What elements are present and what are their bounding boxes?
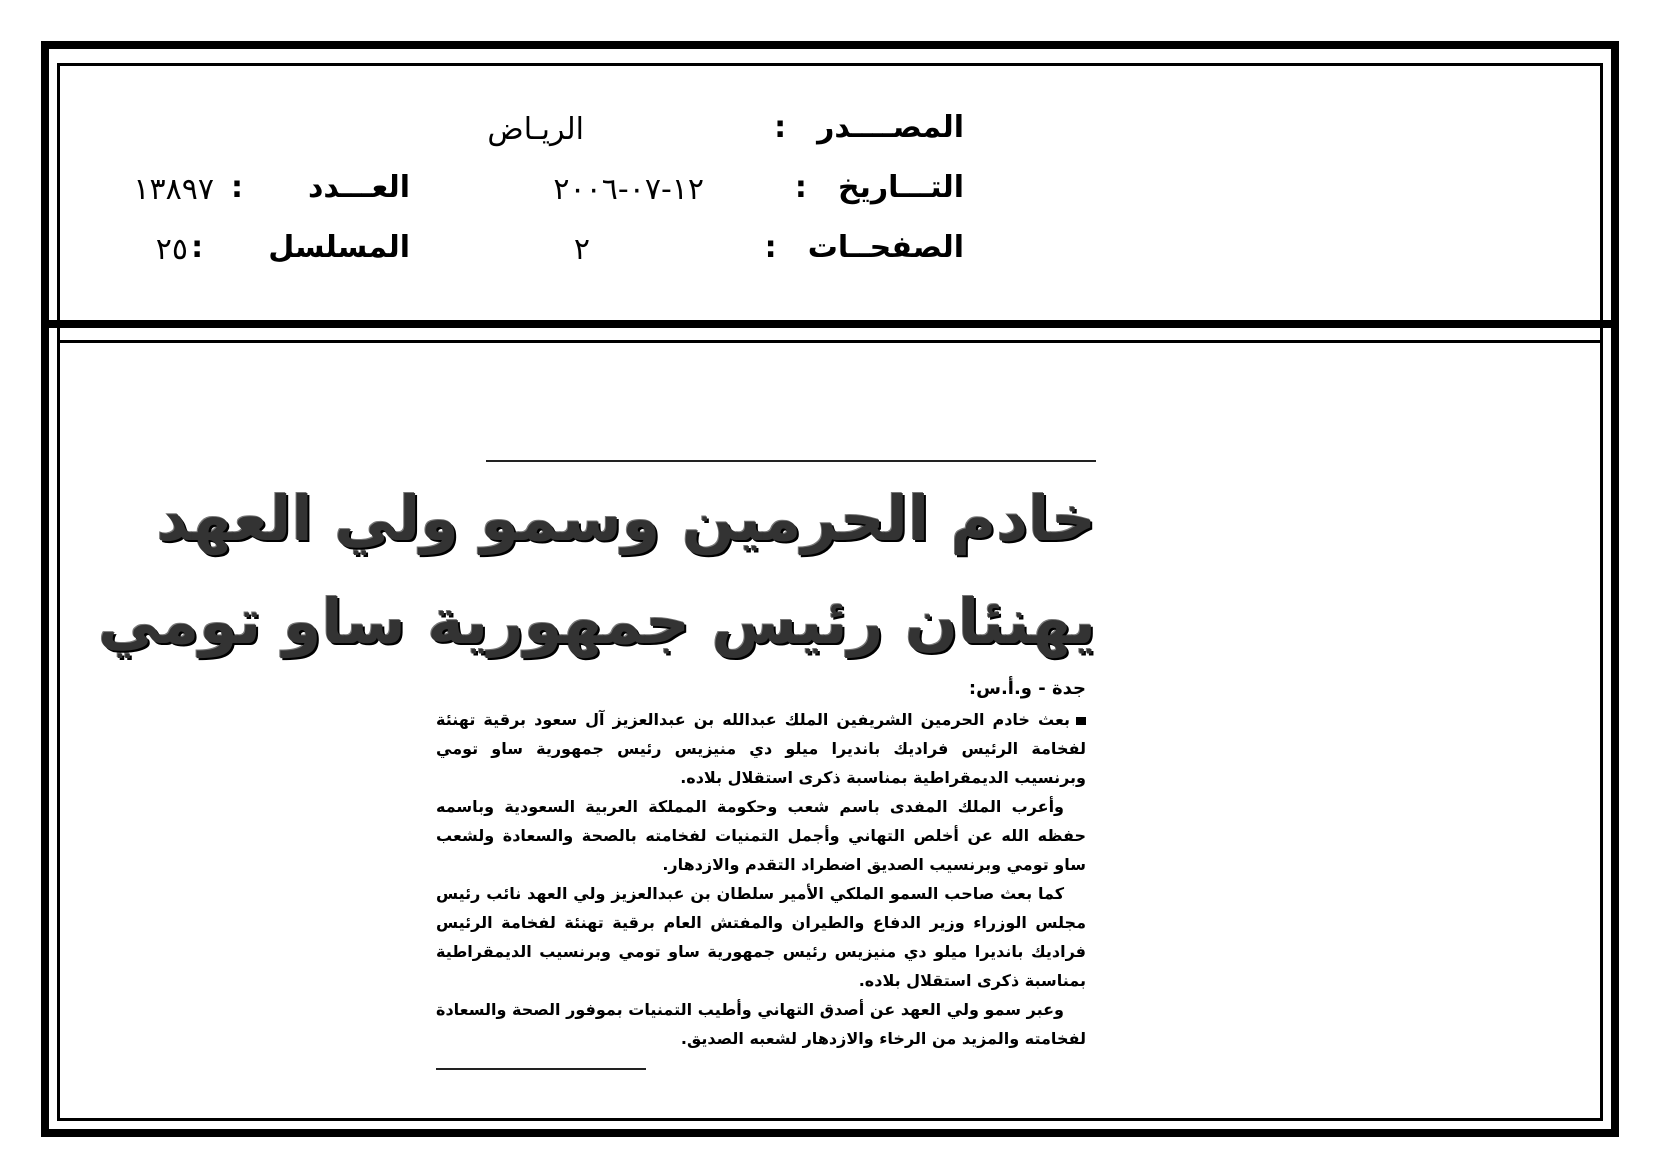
pages-label: الصفحــات — [807, 230, 964, 265]
article-paragraph: كما بعث صاحب السمو الملكي الأمير سلطان بن عبدالعزيز ولي العهد نائب رئيس مجلس الوزراء وزير الدفاع والطيران والمفتش العام برقية تهنئة لفخامة الرئيس فراديك بانديرا ميلو دي منيزيس رئيس جمهورية ساو تومي وبرنسيب الديمقراطية بمناسبة ذكرى استقلال بلاده. — [436, 884, 1086, 990]
serial-value: ٢٥ — [155, 232, 188, 267]
date-field — [795, 170, 964, 205]
clipping-top-rule — [486, 460, 1096, 462]
headline-line2: يهنئان رئيس جمهورية ساو تومي — [98, 585, 1096, 658]
headline-line1: خادم الحرمين وسمو ولي العهد — [156, 482, 1096, 555]
source-value: الريـاض — [487, 112, 584, 147]
source-field — [774, 110, 964, 145]
serial-colon: : — [191, 230, 204, 265]
article-paragraph: وأعرب الملك المفدى باسم شعب وحكومة المملكة العربية السعودية وباسمه حفظه الله عن أخلص التهاني وأجمل التمنيات لفخامته بالصحة والسعادة ولشعب ساو تومي وبرنسيب الصديق اضطراد التقدم والازدهار. — [436, 797, 1086, 874]
bullet-icon — [1076, 717, 1086, 725]
dateline: جدة - و.أ.س: — [968, 678, 1086, 699]
clipping-bottom-rule — [436, 1068, 646, 1070]
article-body — [436, 705, 1086, 1053]
source-label: المصــــدر — [817, 110, 964, 145]
source-colon: : — [774, 110, 787, 145]
date-colon: : — [794, 170, 807, 205]
serial-field — [191, 230, 410, 265]
pages-colon: : — [764, 230, 777, 265]
date-label: التـــاريخ — [838, 170, 964, 205]
header-divider — [41, 320, 1619, 328]
header-divider-thin — [57, 340, 1603, 343]
serial-label: المسلسل — [268, 230, 410, 265]
issue-field — [231, 170, 410, 205]
article-paragraph: بعث خادم الحرمين الشريفين الملك عبدالله بن عبدالعزيز آل سعود برقية تهنئة لفخامة الرئيس فراديك بانديرا ميلو دي منيزيس رئيس جمهورية ساو تومي وبرنسيب الديمقراطية بمناسبة ذكرى استقلال بلاده. — [436, 710, 1086, 787]
article-paragraph: وعبر سمو ولي العهد عن أصدق التهاني وأطيب التمنيات بموفور الصحة والسعادة لفخامته والمزيد من الرخاء والازدهار لشعبه الصديق. — [436, 1000, 1086, 1048]
pages-field — [765, 230, 964, 265]
date-value: ١٢-٠٧-٢٠٠٦ — [553, 172, 704, 207]
pages-value: ٢ — [573, 232, 590, 267]
issue-colon: : — [230, 170, 243, 205]
issue-label: العـــدد — [308, 170, 410, 205]
issue-value: ١٣٨٩٧ — [133, 172, 214, 207]
